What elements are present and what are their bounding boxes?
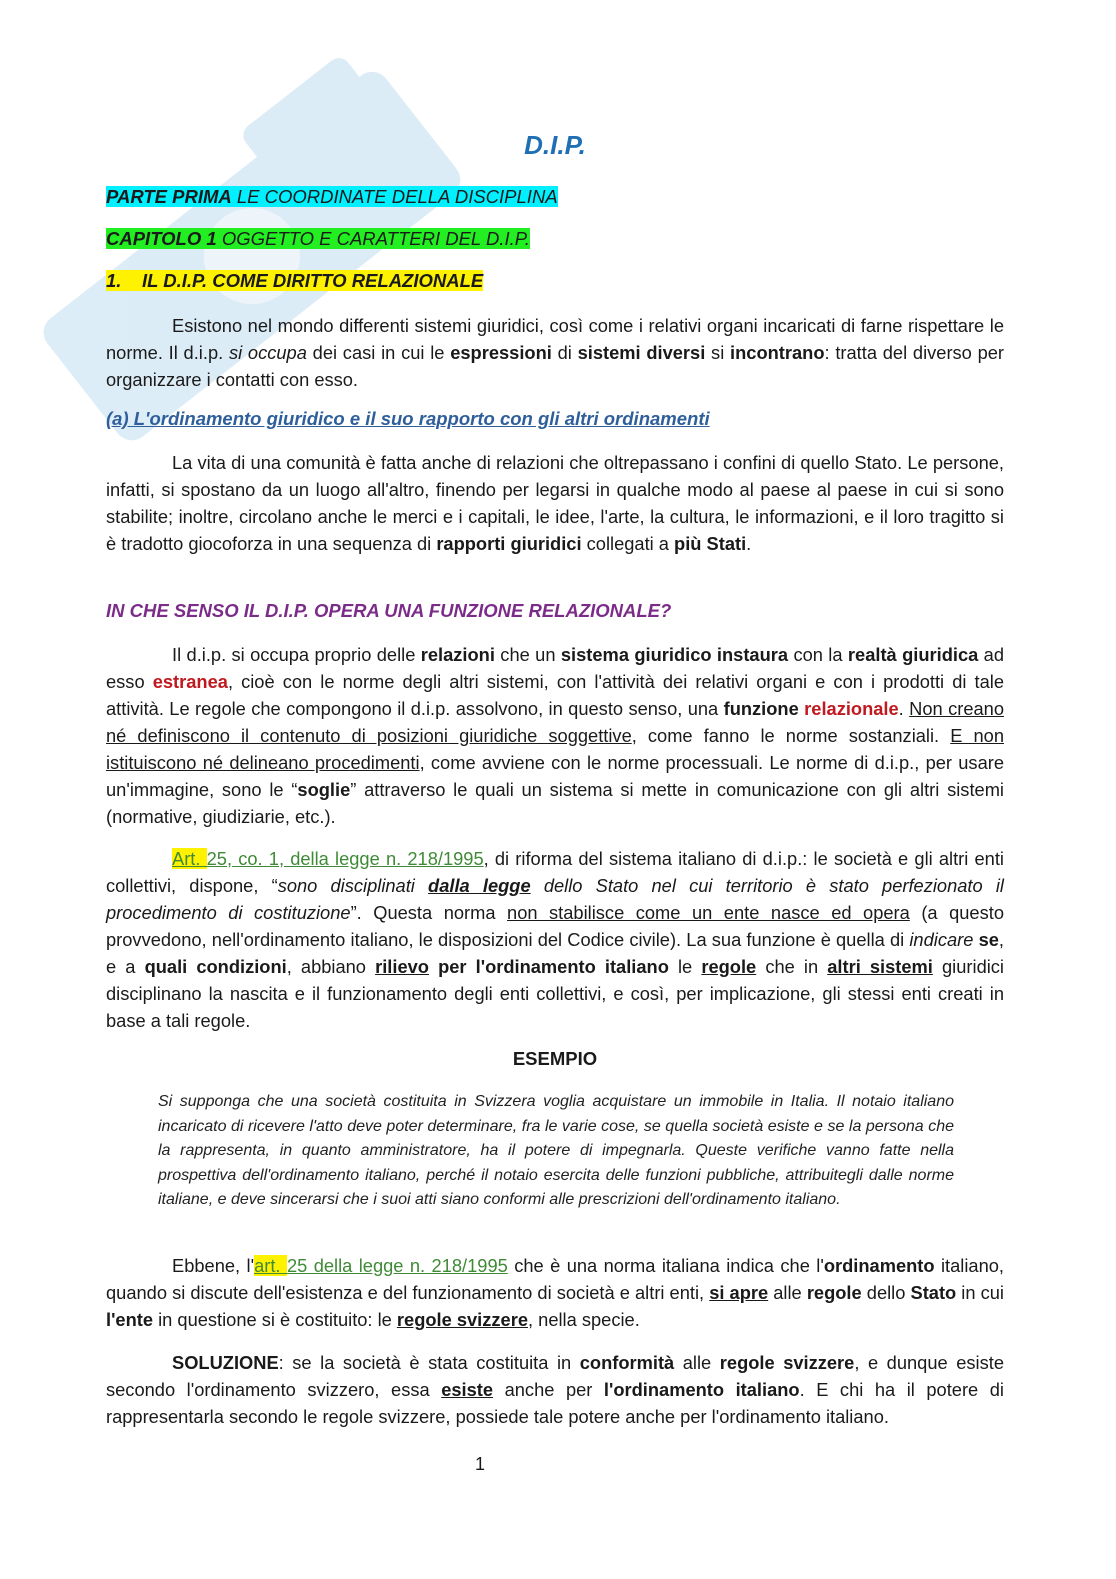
subheading-ordinamento: (a) L'ordinamento giuridico e il suo rapporto con gli altri ordinamenti [106,408,710,429]
page-number: 1 [474,1454,485,1474]
example-text: Si supponga che una società costituita in Svizzera voglia acquistare un immobile in Italia. Il notaio italiano incaricato di ricevere l'atto deve poter determinare, fra le varie cose, se quella società esiste e se la persona che la rappresenta, in quanto amministratore, ha il potere di impegnarla. Queste verifiche vanno fatte nella prospettiva dell'ordinamento italiano, perché il notaio esercita delle funzioni pubbliche, attribuitegli dalle norme italiane, e deve sincerarsi che i suoi atti siano conformi alle prescrizioni dell'ordinamento italiano. [158,1093,954,1208]
law-reference-link-rest[interactable]: 25, co. 1, della legge n. 218/1995 [206,848,484,869]
law-reference-link-2-rest[interactable]: 25 della legge n. 218/1995 [286,1255,508,1276]
subheading-question: IN CHE SENSO IL D.I.P. OPERA UNA FUNZIONE RELAZIONALE? [106,600,672,621]
part-heading: PARTE PRIMA LE COORDINATE DELLA DISCIPLINA [106,186,558,207]
document-title: D.I.P. [524,130,586,160]
section-heading: 1. IL D.I.P. COME DIRITTO RELAZIONALE [106,270,484,291]
chapter-heading: CAPITOLO 1 OGGETTO E CARATTERI DEL D.I.P. [106,228,530,249]
paragraph-2: La vita di una comunità è fatta anche di relazioni che oltrepassano i confini di quello Stato. Le persone, infatti, si spostano da un luogo all'altro, finendo per legarsi in qualche modo al paese al paese in cui si sono stabilite; inoltre, circolano anche le merci e i capitali, le idee, l'arte, la cultura, le informazioni, e il loro tragitto si è tradotto giocoforza in una sequenza di rapporti giuridici collegati a più Stati. [106,452,1004,554]
paragraph-4: Art. 25, co. 1, della legge n. 218/1995, di riforma del sistema italiano di d.i.p.: le società e gli altri enti collettivi, dispone, “sono disciplinati dalla legge dello Stato nel cui territorio è stato perfezionato il procedimento di costituzione”. Questa norma non stabilisce come un ente nasce ed opera (a questo provvedono, nell'ordinamento italiano, le disposizioni del Codice civile). La sua funzione è quella di indicare se, e a quali condizioni, abbiano rilievo per l'ordinamento italiano le regole che in altri sistemi giuridici disciplinano la nascita e il funzionamento degli enti collettivi, e così, per implicazione, gli stessi enti creati in base a tali regole. [106,848,1004,1031]
law-reference-link[interactable]: Art. [172,848,207,869]
paragraph-5: Ebbene, l'art. 25 della legge n. 218/1995 che è una norma italiana indica che l'ordinamento italiano, quando si discute dell'esistenza e del funzionamento di società e altri enti, si apre alle regole dello Stato in cui l'ente in questione si è costituito: le regole svizzere, nella specie. [106,1255,1004,1330]
paragraph-1: Esistono nel mondo differenti sistemi giuridici, così come i relativi organi incaricati di farne rispettare le norme. Il d.i.p. si occupa dei casi in cui le espressioni di sistemi diversi si incontrano: tratta del diverso per organizzare i contatti con esso. [106,315,1005,390]
paragraph-3: Il d.i.p. si occupa proprio delle relazioni che un sistema giuridico instaura con la realtà giuridica ad esso estranea, cioè con le norme degli altri sistemi, con l'attività dei relativi organi e con i prodotti di tale attività. Le regole che compongono il d.i.p. assolvono, in questo senso, una funzione relazionale. Non creano né definiscono il contenuto di posizioni giuridiche soggettive, come fanno le norme sostanziali. E non istituiscono né delineano procedimenti, come avviene con le norme processuali. Le norme di d.i.p., per usare un'immagine, sono le “soglie” attraverso le quali un sistema si mette in comunicazione con gli altri sistemi (normative, giudiziarie, etc.). [106,644,1005,827]
paragraph-solution: SOLUZIONE: se la società è stata costituita in conformità alle regole svizzere, e dunque esiste secondo l'ordinamento svizzero, essa esiste anche per l'ordinamento italiano. E chi ha il potere di rappresentarla secondo le regole svizzere, possiede tale potere anche per l'ordinamento italiano. [106,1352,1004,1427]
law-reference-link-2[interactable]: art. [254,1255,287,1276]
example-heading: ESEMPIO [512,1048,598,1069]
